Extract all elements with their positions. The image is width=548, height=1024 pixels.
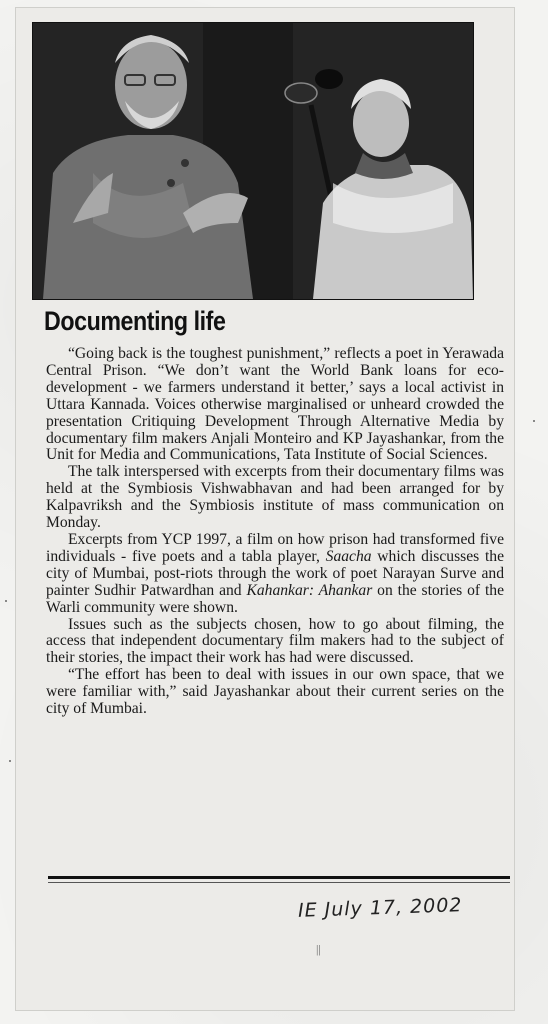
bottom-rule-thin [48,882,510,883]
paragraph-1: “Going back is the toughest punishment,” reflects a poet in Yerawada Central Prison. “We don’t want the World Bank loans for eco-development - we farmers understand it better,’ says a local activist in Uttara Kannada. Voices otherwise marginalised or unheard crowded the presentation Critiquing Development Through Alternative Media by documentary film makers Anjali Monteiro and KP Jayashankar, from the Unit for Media and Communications, Tata Institute of Social Sciences. [46,345,504,464]
small-ink-mark: || [316,942,321,956]
paragraph-4: Issues such as the subjects chosen, how to go about filming, the access that independent documentary film makers had to the subject of their stories, the impact their work has had were discussed. [46,615,504,667]
dust-speck [533,420,535,422]
handwritten-date-note: IE July 17, 2002 [297,894,463,922]
photo-two-speakers-at-microphone [33,23,473,299]
headline: Documenting life [44,306,226,336]
paragraph-2: The talk interspersed with excerpts from their documentary films was held at the Symbiosis Vishwabhavan and had been arranged for by Kalpavriksh and the Symbiosis institute of mass communication on Monday. [46,463,504,532]
paragraph-3: Excerpts from YCP 1997, a film on how prison had transformed five individuals - five poets and a tabla player, Saacha which discusses the city of Mumbai, post-riots through the work of poet Narayan Surve and painter Sudhir Patwardhan and Kahankar: Ahankar on the stories of the Warli community were shown. [46,530,505,616]
dust-speck [5,600,7,602]
dust-speck [9,760,11,762]
paragraph-5: “The effort has been to deal with issues in our own space, that we were familiar with,” said Jayashankar about their current series on the city of Mumbai. [46,666,504,718]
article-body [46,346,504,718]
film-title-kahankar-ahankar: Kahankar: Ahankar [246,581,373,599]
film-title-saacha: Saacha [325,547,372,565]
bottom-rule [48,876,510,879]
article-photo [32,22,474,300]
